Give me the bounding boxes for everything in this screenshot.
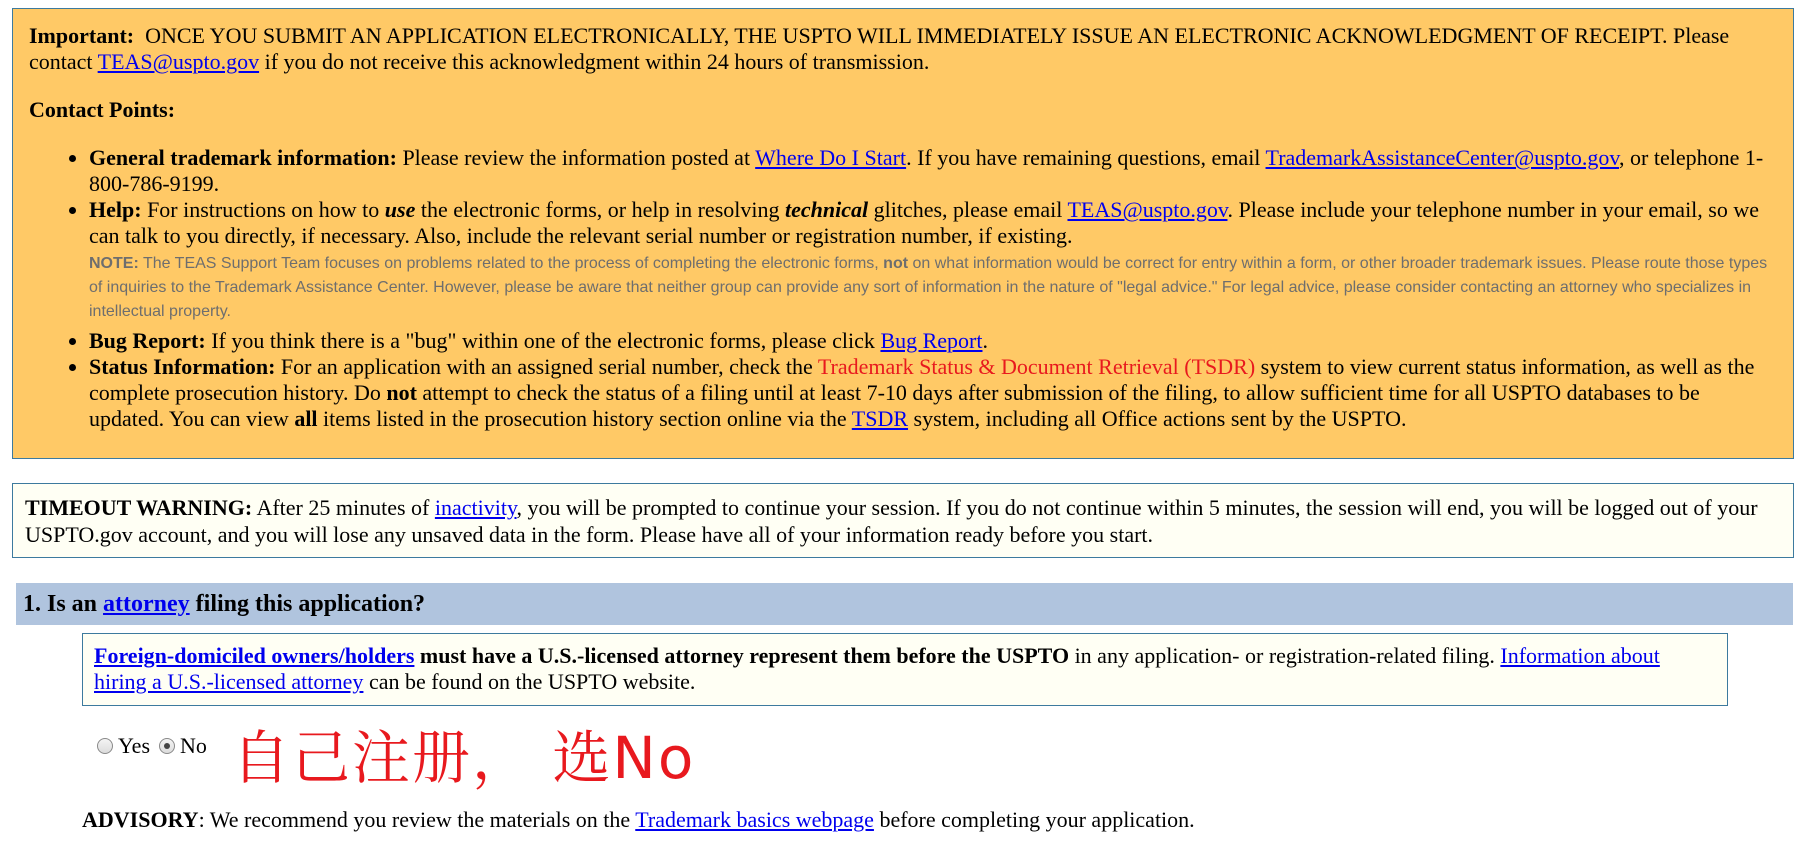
attorney-link[interactable]: attorney xyxy=(103,591,190,617)
teas-note: NOTE: The TEAS Support Team focuses on problems related to the process of completing the electronic forms, not on what information would be correct for entry within a form, or other broader trademark issues. Please route those types of inquiries to the Trademark Assistance Center. However, please be aware that neither group can provide any sort of information in the nature of "legal advice." For legal advice, please consider contacting an attorney who specializes in intellectual property. xyxy=(89,255,1768,320)
radio-no-label[interactable]: No xyxy=(180,733,207,758)
foreign-owners-notice: Foreign-domiciled owners/holders must have a U.S.-licensed attorney represent them before the USPTO in any application- or registration-related filing. Information about hiring a U.S.-licensed attorney can be found on the USPTO website. xyxy=(82,633,1728,706)
help-teas-email-link[interactable]: TEAS@uspto.gov xyxy=(1067,197,1228,222)
timeout-warning-box: TIMEOUT WARNING: After 25 minutes of inactivity, you will be prompted to continue your session. If you do not continue within 5 minutes, the session will end, you will be logged out of your USPTO.gov account, and you will lose any unsaved data in the form. Please have all of your information ready before you start. xyxy=(12,483,1794,558)
list-item-bug-report: • Bug Report: If you think there is a "bug" within one of the electronic forms, please click Bug Report. xyxy=(89,328,1778,354)
list-item-general: • General trademark information: Please review the information posted at Where Do I Start. If you have remaining questions, email TrademarkAssistanceCenter@uspto.gov, or telephone 1-800-786-9199. xyxy=(89,145,1778,197)
advisory-text: ADVISORY: We recommend you review the materials on the Trademark basics webpage before completing your application. xyxy=(82,807,1195,832)
tsdr-system-name: Trademark Status & Document Retrieval (TSDR) xyxy=(817,354,1256,379)
attorney-filing-radio-group xyxy=(97,733,216,759)
timeout-label: TIMEOUT WARNING: xyxy=(25,495,253,520)
contact-points-title: Contact Points: xyxy=(29,97,176,122)
radio-yes-label[interactable]: Yes xyxy=(118,733,151,758)
teas-email-link[interactable]: TEAS@uspto.gov xyxy=(97,49,260,74)
important-notice-box xyxy=(12,8,1794,459)
important-text-2: if you do not receive this acknowledgment within 24 hours of transmission. xyxy=(264,49,930,74)
foreign-domiciled-link[interactable]: Foreign-domiciled owners/holders xyxy=(94,643,415,668)
important-paragraph xyxy=(29,23,1778,75)
handwritten-annotation: 自己注册， 选No xyxy=(232,724,696,792)
list-item-help: • Help: For instructions on how to use the electronic forms, or help in resolving technical glitches, please email TEAS@uspto.gov. Please include your telephone number in your email, so we can talk to you directly, if necessary. Also, include the relevant serial number or registration number, if existing. NOTE: The TEAS Support Team focuses on problems related to the process of completing the electronic forms, not on what information would be correct for entry within a form, or other broader trademark issues. Please route those types of inquiries to the Trademark Assistance Center. However, please be aware that neither group can provide any sort of information in the nature of "legal advice." For legal advice, please consider contacting an attorney who specializes in intellectual property. xyxy=(89,197,1778,324)
list-item-status: • Status Information: For an application with an assigned serial number, check the Trademark Status & Document Retrieval (TSDR) system to view current status information, as well as the complete prosecution history. Do not attempt to check the status of a filing until at least 7-10 days after submission of the filing, to allow sufficient time for all USPTO databases to be updated. You can view all items listed in the prosecution history section online via the TSDR system, including all Office actions sent by the USPTO. xyxy=(89,354,1778,432)
trademark-basics-link[interactable]: Trademark basics webpage xyxy=(635,807,874,832)
radio-no[interactable] xyxy=(159,738,175,754)
radio-yes[interactable] xyxy=(97,738,113,754)
inactivity-link[interactable]: inactivity xyxy=(434,495,517,520)
important-label: Important: xyxy=(29,23,135,48)
tsdr-link[interactable]: TSDR xyxy=(851,406,909,431)
contact-points-list xyxy=(29,145,1778,432)
where-do-i-start-link[interactable]: Where Do I Start xyxy=(755,145,907,170)
assistance-center-email-link[interactable]: TrademarkAssistanceCenter@uspto.gov xyxy=(1265,145,1619,170)
important-text: ONCE YOU SUBMIT AN APPLICATION ELECTRONICALLY, THE USPTO WILL IMMEDIATELY ISSUE AN ELECTRONIC ACKNOWLEDGMENT OF RECEIPT. Please contact xyxy=(29,23,1730,74)
bug-report-link[interactable]: Bug Report xyxy=(880,328,983,353)
question-1-header: 1. Is an attorney filing this application? xyxy=(16,583,1793,625)
hiring-attorney-info-link[interactable]: Information about hiring a U.S.-licensed attorney xyxy=(94,643,1660,694)
